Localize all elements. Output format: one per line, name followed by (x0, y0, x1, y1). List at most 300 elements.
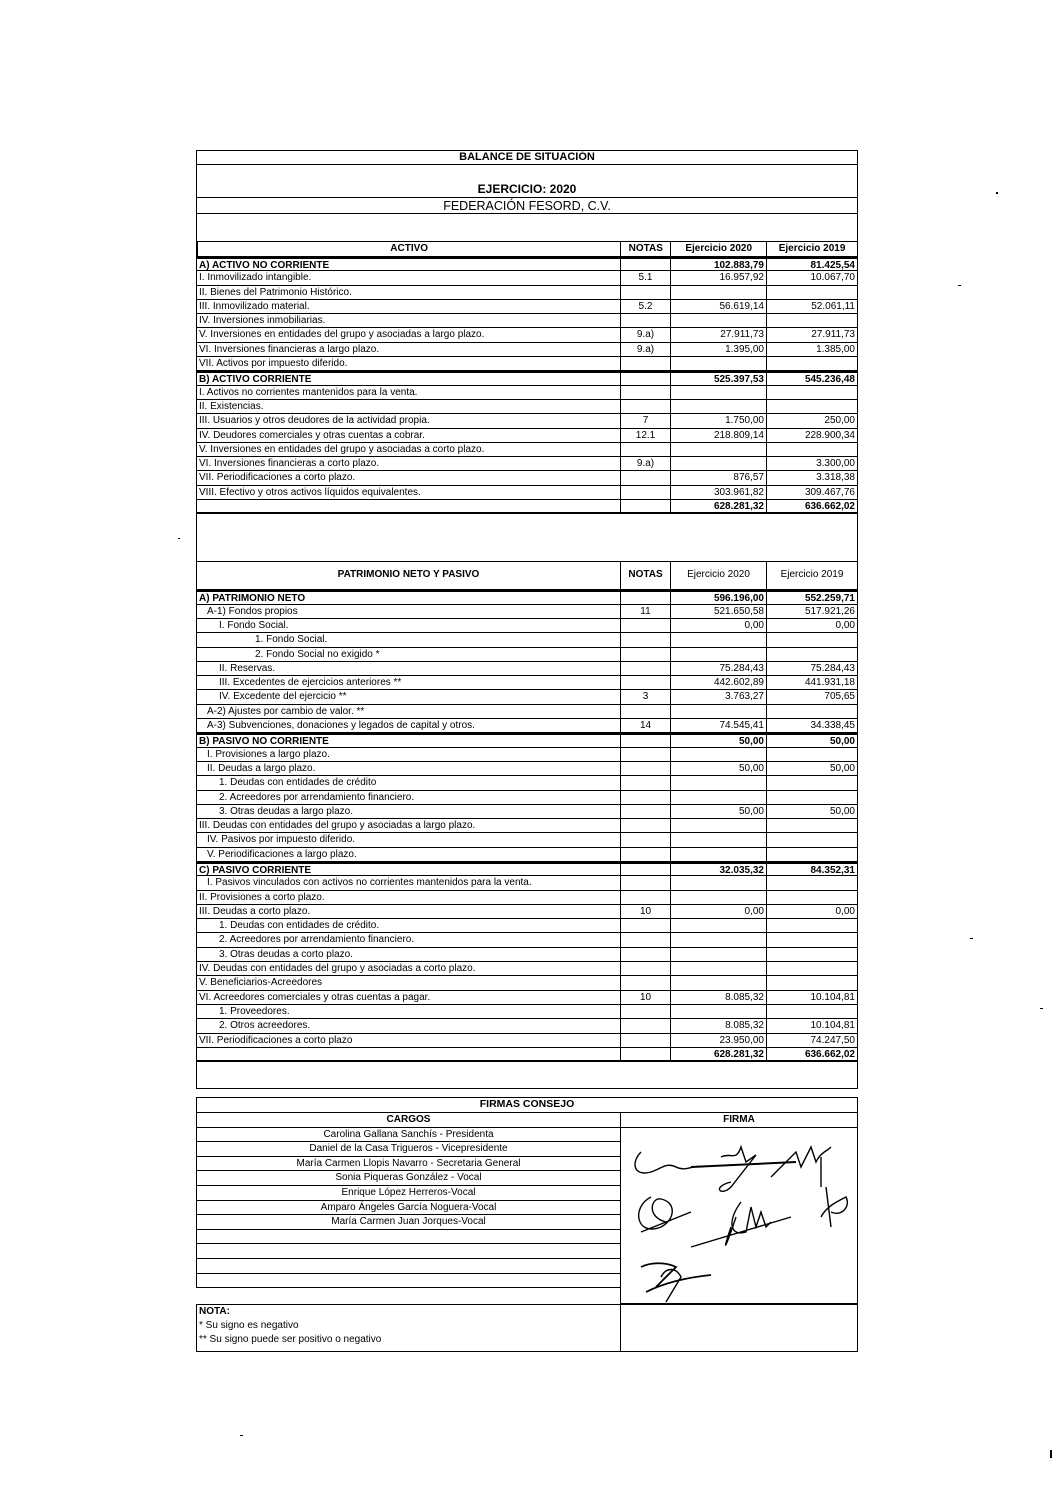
cargo-row (196, 1274, 620, 1289)
row-value-2019: 84.352,31 (766, 864, 858, 875)
row-value-2020 (670, 705, 766, 718)
row-notas: 11 (620, 605, 670, 618)
row-label: IV. Pasivos por impuesto diferido. (196, 833, 620, 846)
row-value-2019: 3.300,00 (766, 457, 858, 470)
row-value-2019: 552.259,71 (766, 592, 858, 603)
table-row (196, 400, 858, 414)
table-row (196, 300, 858, 314)
table-row (196, 776, 858, 790)
row-value-2019: 517.921,26 (766, 605, 858, 618)
row-value-2019: 0,00 (766, 619, 858, 632)
row-label: 1. Proveedores. (196, 1005, 620, 1018)
row-label: IV. Excedente del ejercicio ** (196, 690, 620, 703)
row-value-2019 (766, 976, 858, 989)
cargo-row: Sonia Piqueras González - Vocal (196, 1171, 620, 1186)
scan-speck (970, 938, 973, 939)
row-notas (620, 592, 670, 603)
row-label: VII. Activos por impuesto diferido. (196, 357, 620, 370)
row-notas (620, 848, 670, 861)
row-value-2020: 303.961,82 (670, 486, 766, 499)
row-label: A-3) Subvenciones, donaciones y legados de capital y otros. (196, 719, 620, 732)
row-label: A) ACTIVO NO CORRIENTE (196, 259, 620, 270)
row-notas (620, 676, 670, 689)
exercise-label: EJERCICIO: 2020 (477, 182, 577, 196)
row-value-2019: 1.385,00 (766, 343, 858, 356)
row-value-2019 (766, 876, 858, 889)
row-value-2020: 23.950,00 (670, 1034, 766, 1047)
pasivo-header-row (196, 562, 858, 590)
row-value-2019: 50,00 (766, 762, 858, 775)
row-value-2019: 705,65 (766, 690, 858, 703)
row-value-2019: 10.067,70 (766, 271, 858, 284)
row-notas: 10 (620, 905, 670, 918)
scan-speck (958, 285, 961, 286)
row-value-2019 (766, 314, 858, 327)
scan-speck (1050, 1450, 1052, 1458)
row-value-2020: 50,00 (670, 735, 766, 746)
row-value-2019: 50,00 (766, 805, 858, 818)
row-notas (620, 891, 670, 904)
row-value-2019: 27.911,73 (766, 328, 858, 341)
row-value-2020: 102.883,79 (670, 259, 766, 270)
row-label: VI. Inversiones financieras a largo plazo. (196, 343, 620, 356)
table-row (196, 662, 858, 676)
table-row (196, 848, 858, 862)
table-row (196, 357, 858, 371)
total-row (196, 1048, 858, 1062)
row-value-2020 (670, 976, 766, 989)
title-block (196, 150, 858, 242)
row-label: V. Inversiones en entidades del grupo y asociadas a largo plazo. (196, 328, 620, 341)
cargo-row: María Carmen Juan Jorques-Vocal (196, 1215, 620, 1230)
cargo-row: Carolina Gallana Sanchís - Presidenta (196, 1128, 620, 1143)
row-value-2019: 0,00 (766, 905, 858, 918)
notas-header: NOTAS (620, 242, 670, 256)
nota-section (196, 1304, 858, 1352)
row-notas (620, 373, 670, 384)
row-label: III. Deudas con entidades del grupo y asociadas a largo plazo. (196, 819, 620, 832)
table-row (196, 1019, 858, 1033)
table-row (196, 833, 858, 847)
table-row (196, 343, 858, 357)
row-value-2019 (766, 286, 858, 299)
section-row (196, 257, 858, 271)
row-notas (620, 357, 670, 370)
total-row (196, 500, 858, 514)
row-notas (620, 400, 670, 413)
row-value-2020 (670, 876, 766, 889)
table-row (196, 271, 858, 285)
row-label: A-1) Fondos propios (196, 605, 620, 618)
row-value-2020: 1.395,00 (670, 343, 766, 356)
notas-header: NOTAS (620, 562, 670, 589)
table-row (196, 457, 858, 471)
row-notas: 9.a) (620, 457, 670, 470)
pasivo-table (196, 590, 858, 1062)
row-value-2020 (670, 457, 766, 470)
row-notas: 5.1 (620, 271, 670, 284)
activo-header-row (196, 242, 858, 257)
row-value-2020: 32.035,32 (670, 864, 766, 875)
row-label: III. Deudas a corto plazo. (196, 905, 620, 918)
row-value-2020: 596.196,00 (670, 592, 766, 603)
row-value-2020: 8.085,32 (670, 1019, 766, 1032)
nota-blank (620, 1304, 858, 1352)
row-label: A-2) Ajustes por cambio de valor. ** (196, 705, 620, 718)
row-notas: 9.a) (620, 328, 670, 341)
row-value-2020: 27.911,73 (670, 328, 766, 341)
row-label: VIII. Efectivo y otros activos líquidos equivalentes. (196, 486, 620, 499)
row-value-2020 (670, 819, 766, 832)
firmas-title: FIRMAS CONSEJO (196, 1097, 858, 1113)
row-label: II. Reservas. (196, 662, 620, 675)
table-row (196, 748, 858, 762)
table-row (196, 1005, 858, 1019)
row-label: I. Activos no corrientes mantenidos para la venta. (196, 386, 620, 399)
row-value-2019 (766, 748, 858, 761)
table-row (196, 676, 858, 690)
table-row (196, 919, 858, 933)
row-value-2019 (766, 948, 858, 961)
table-row (196, 429, 858, 443)
row-label: III. Excedentes de ejercicios anteriores ** (196, 676, 620, 689)
row-notas: 14 (620, 719, 670, 732)
balance-sheet (196, 150, 858, 1089)
cargos-column (196, 1113, 620, 1305)
row-label: IV. Deudas con entidades del grupo y asociadas a corto plazo. (196, 962, 620, 975)
row-label: II. Existencias. (196, 400, 620, 413)
spacer (197, 214, 857, 242)
table-row (196, 486, 858, 500)
row-label: 3. Otras deudas a corto plazo. (196, 948, 620, 961)
table-row (196, 414, 858, 428)
row-notas (620, 864, 670, 875)
row-label: A) PATRIMONIO NETO (196, 592, 620, 603)
row-notas (620, 976, 670, 989)
row-value-2019: 636.662,02 (766, 1048, 858, 1060)
row-notas (620, 791, 670, 804)
row-label: 2. Otros acreedores. (196, 1019, 620, 1032)
row-value-2020 (670, 386, 766, 399)
row-label: V. Beneficiarios-Acreedores (196, 976, 620, 989)
nota-line: ** Su signo puede ser positivo o negativo (199, 1334, 382, 1345)
row-value-2019: 10.104,81 (766, 1019, 858, 1032)
nota-title: NOTA: (199, 1306, 230, 1317)
table-row (196, 648, 858, 662)
row-value-2019 (766, 833, 858, 846)
row-value-2020 (670, 443, 766, 456)
row-value-2019 (766, 933, 858, 946)
row-notas: 7 (620, 414, 670, 427)
table-row (196, 471, 858, 485)
row-notas (620, 633, 670, 646)
row-label: V. Inversiones en entidades del grupo y asociadas a corto plazo. (196, 443, 620, 456)
row-label: I. Inmovilizado intangible. (196, 271, 620, 284)
year1-header: Ejercicio 2020 (670, 242, 766, 256)
row-value-2019 (766, 819, 858, 832)
row-value-2020: 0,00 (670, 619, 766, 632)
row-notas (620, 805, 670, 818)
row-value-2019 (766, 1005, 858, 1018)
section-row (196, 590, 858, 604)
row-notas (620, 948, 670, 961)
table-row (196, 876, 858, 890)
row-label: II. Provisiones a corto plazo. (196, 891, 620, 904)
table-row (196, 791, 858, 805)
nota-box (196, 1304, 620, 1352)
spacer (196, 514, 858, 562)
row-label: VII. Periodificaciones a corto plazo (196, 1034, 620, 1047)
row-value-2019 (766, 705, 858, 718)
row-label: 2. Fondo Social no exigido * (196, 648, 620, 661)
cargo-row (196, 1230, 620, 1245)
row-notas (620, 286, 670, 299)
table-row (196, 991, 858, 1005)
row-notas: 9.a) (620, 343, 670, 356)
row-value-2020: 1.750,00 (670, 414, 766, 427)
row-label: V. Periodificaciones a largo plazo. (196, 848, 620, 861)
scan-speck (240, 1435, 243, 1436)
row-value-2020 (670, 648, 766, 661)
row-value-2019 (766, 443, 858, 456)
row-value-2020 (670, 962, 766, 975)
activo-header-label: ACTIVO (197, 242, 620, 256)
row-value-2020: 521.650,58 (670, 605, 766, 618)
row-notas (620, 1048, 670, 1060)
row-value-2020 (670, 400, 766, 413)
row-label: C) PASIVO CORRIENTE (196, 864, 620, 875)
table-row (196, 619, 858, 633)
row-notas (620, 662, 670, 675)
table-row (196, 286, 858, 300)
row-value-2019 (766, 386, 858, 399)
row-value-2020: 218.809,14 (670, 429, 766, 442)
row-value-2020 (670, 891, 766, 904)
row-label: I. Pasivos vinculados con activos no corrientes mantenidos para la venta. (196, 876, 620, 889)
row-notas (620, 443, 670, 456)
row-notas (620, 471, 670, 484)
table-row (196, 690, 858, 704)
year2-header: Ejercicio 2019 (766, 562, 858, 589)
row-value-2020: 0,00 (670, 905, 766, 918)
row-notas (620, 833, 670, 846)
row-label: I. Fondo Social. (196, 619, 620, 632)
row-label: B) ACTIVO CORRIENTE (196, 373, 620, 384)
row-value-2020 (670, 791, 766, 804)
row-label: 1. Deudas con entidades de crédito (196, 776, 620, 789)
pasivo-header-label: PATRIMONIO NETO Y PASIVO (196, 562, 620, 589)
row-value-2019: 81.425,54 (766, 259, 858, 270)
table-row (196, 633, 858, 647)
cargo-row (196, 1259, 620, 1274)
row-label: III. Usuarios y otros deudores de la actividad propia. (196, 414, 620, 427)
row-value-2020: 50,00 (670, 805, 766, 818)
cargo-row: Amparo Ángeles García Noguera-Vocal (196, 1201, 620, 1216)
row-value-2020 (670, 919, 766, 932)
row-value-2020 (670, 286, 766, 299)
row-value-2019: 441.931,18 (766, 676, 858, 689)
row-label: II. Deudas a largo plazo. (196, 762, 620, 775)
row-value-2020 (670, 357, 766, 370)
table-row (196, 976, 858, 990)
row-notas (620, 819, 670, 832)
cargo-row: Enrique López Herreros-Vocal (196, 1186, 620, 1201)
activo-table (196, 257, 858, 514)
row-value-2020 (670, 948, 766, 961)
firmas-body (196, 1113, 858, 1305)
row-value-2020: 8.085,32 (670, 991, 766, 1004)
cargos-header: CARGOS (196, 1113, 620, 1128)
table-row (196, 905, 858, 919)
row-value-2019 (766, 891, 858, 904)
table-row (196, 819, 858, 833)
table-row (196, 1034, 858, 1048)
row-notas (620, 705, 670, 718)
row-value-2019: 10.104,81 (766, 991, 858, 1004)
row-label: I. Provisiones a largo plazo. (196, 748, 620, 761)
row-label: VI. Inversiones financieras a corto plazo. (196, 457, 620, 470)
row-notas (620, 776, 670, 789)
row-value-2020: 74.545,41 (670, 719, 766, 732)
row-notas (620, 259, 670, 270)
row-value-2020: 75.284,43 (670, 662, 766, 675)
row-notas (620, 762, 670, 775)
row-notas (620, 735, 670, 746)
row-value-2019: 75.284,43 (766, 662, 858, 675)
row-label: B) PASIVO NO CORRIENTE (196, 735, 620, 746)
row-value-2019: 545.236,48 (766, 373, 858, 384)
year1-header: Ejercicio 2020 (670, 562, 766, 589)
row-notas (620, 619, 670, 632)
row-value-2019 (766, 919, 858, 932)
year2-header: Ejercicio 2019 (766, 242, 858, 256)
row-notas (620, 386, 670, 399)
row-value-2019: 309.467,76 (766, 486, 858, 499)
firma-column (620, 1113, 858, 1305)
row-value-2020: 56.619,14 (670, 300, 766, 313)
row-value-2019: 636.662,02 (766, 500, 858, 512)
spacer (196, 1062, 858, 1089)
row-value-2020 (670, 314, 766, 327)
row-notas (620, 1034, 670, 1047)
row-notas: 12.1 (620, 429, 670, 442)
row-value-2019: 50,00 (766, 735, 858, 746)
scan-speck (996, 192, 998, 194)
row-notas (620, 919, 670, 932)
row-value-2019 (766, 648, 858, 661)
row-notas: 10 (620, 991, 670, 1004)
row-label (196, 500, 620, 512)
row-notas: 5.2 (620, 300, 670, 313)
row-value-2020 (670, 833, 766, 846)
row-notas (620, 876, 670, 889)
table-row (196, 719, 858, 733)
scan-speck (178, 538, 180, 539)
row-value-2020 (670, 848, 766, 861)
table-row (196, 605, 858, 619)
row-label: 1. Fondo Social. (196, 633, 620, 646)
row-value-2019 (766, 633, 858, 646)
row-value-2019: 34.338,45 (766, 719, 858, 732)
row-label: VI. Acreedores comerciales y otras cuentas a pagar. (196, 991, 620, 1004)
row-label: VII. Periodificaciones a corto plazo. (196, 471, 620, 484)
row-value-2020 (670, 633, 766, 646)
table-row (196, 962, 858, 976)
row-notas (620, 1019, 670, 1032)
table-row (196, 314, 858, 328)
row-label: 2. Acreedores por arrendamiento financiero. (196, 791, 620, 804)
table-row (196, 948, 858, 962)
cargo-row (196, 1244, 620, 1259)
table-row (196, 891, 858, 905)
table-row (196, 386, 858, 400)
row-value-2020: 525.397,53 (670, 373, 766, 384)
row-label: III. Inmovilizado material. (196, 300, 620, 313)
signatures-image (621, 1127, 857, 1303)
row-notas (620, 486, 670, 499)
row-notas (620, 748, 670, 761)
scan-speck (1040, 1008, 1043, 1009)
cargo-row: Daniel de la Casa Trigueros - Vicepresidente (196, 1142, 620, 1157)
row-value-2019: 3.318,38 (766, 471, 858, 484)
row-value-2019: 250,00 (766, 414, 858, 427)
row-value-2020 (670, 748, 766, 761)
section-row (196, 733, 858, 747)
row-label: II. Bienes del Patrimonio Histórico. (196, 286, 620, 299)
row-label: 1. Deudas con entidades de crédito. (196, 919, 620, 932)
row-label: 2. Acreedores por arrendamiento financiero. (196, 933, 620, 946)
document-title: BALANCE DE SITUACIÓN (197, 151, 857, 165)
row-value-2020 (670, 933, 766, 946)
table-row (196, 705, 858, 719)
row-value-2019: 52.061,11 (766, 300, 858, 313)
row-label (196, 1048, 620, 1060)
table-row (196, 805, 858, 819)
table-row (196, 762, 858, 776)
row-label: 3. Otras deudas a largo plazo. (196, 805, 620, 818)
nota-line: * Su signo es negativo (199, 1320, 299, 1331)
firma-header: FIRMA (621, 1113, 857, 1128)
table-row (196, 328, 858, 342)
row-value-2020: 876,57 (670, 471, 766, 484)
row-value-2020: 16.957,92 (670, 271, 766, 284)
cargo-row: María Carmen Llopis Navarro - Secretaria General (196, 1157, 620, 1172)
row-value-2020: 628.281,32 (670, 500, 766, 512)
row-notas (620, 314, 670, 327)
row-label: IV. Inversiones inmobiliarias. (196, 314, 620, 327)
row-notas: 3 (620, 690, 670, 703)
row-notas (620, 500, 670, 512)
row-value-2020: 50,00 (670, 762, 766, 775)
row-value-2019 (766, 400, 858, 413)
row-notas (620, 648, 670, 661)
row-notas (620, 962, 670, 975)
row-value-2019 (766, 791, 858, 804)
row-value-2020: 628.281,32 (670, 1048, 766, 1060)
row-value-2019 (766, 776, 858, 789)
table-row (196, 933, 858, 947)
row-label: IV. Deudores comerciales y otras cuentas a cobrar. (196, 429, 620, 442)
row-notas (620, 933, 670, 946)
row-value-2019: 74.247,50 (766, 1034, 858, 1047)
entity-name: FEDERACIÓN FESORD, C.V. (197, 197, 857, 214)
section-row (196, 371, 858, 385)
row-value-2020: 3.763,27 (670, 690, 766, 703)
row-value-2020: 442.602,89 (670, 676, 766, 689)
row-value-2019 (766, 848, 858, 861)
firmas-consejo (196, 1097, 858, 1305)
row-value-2019: 228.900,34 (766, 429, 858, 442)
